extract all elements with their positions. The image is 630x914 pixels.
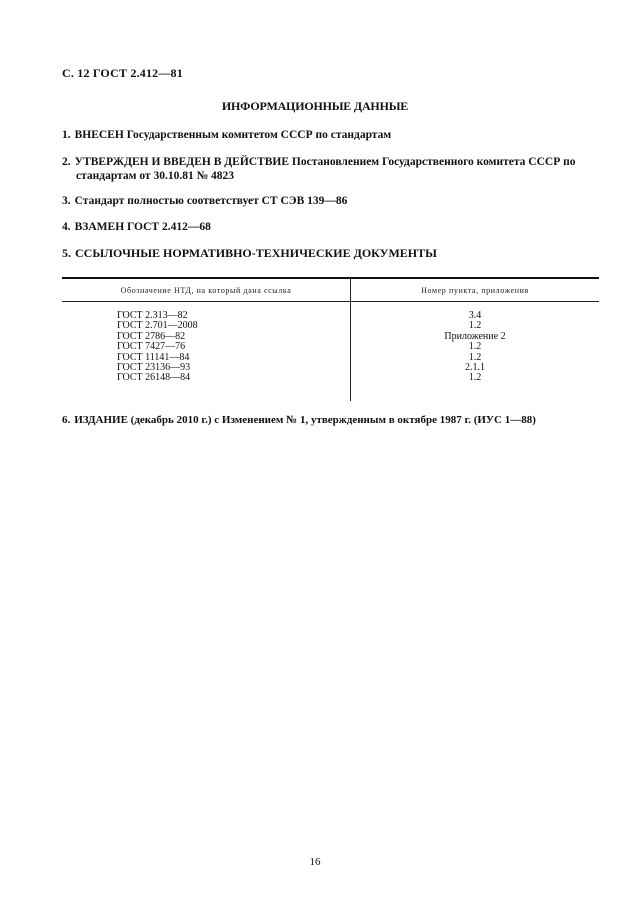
table-body bbox=[62, 311, 599, 384]
item-text-continuation: стандартам от 30.10.81 № 4823 bbox=[76, 170, 235, 182]
item-number: 4. bbox=[62, 221, 71, 233]
item-number: 2. bbox=[62, 156, 71, 168]
info-item-5 bbox=[62, 246, 582, 260]
item-text: ВЗАМЕН ГОСТ 2.412—68 bbox=[74, 221, 211, 233]
item-number: 5. bbox=[62, 246, 71, 260]
info-item-3 bbox=[62, 194, 582, 208]
item-text: ВНЕСЕН Государственным комитетом СССР по стандартам bbox=[74, 129, 392, 141]
table-header-document: Обозначение НТД, на который дана ссылка bbox=[120, 286, 292, 295]
item-number: 6. bbox=[62, 414, 71, 426]
item-text: ИЗДАНИЕ (декабрь 2010 г.) с Изменением № 1, утвержденным в октябре 1987 г. (ИУС 1—88) bbox=[74, 414, 536, 426]
item-number: 1. bbox=[62, 129, 71, 141]
cell-document: ГОСТ 23136—93 bbox=[117, 361, 191, 373]
table-row bbox=[62, 342, 599, 352]
table-top-rule bbox=[62, 277, 599, 279]
item-text: УТВЕРЖДЕН И ВВЕДЕН В ДЕЙСТВИЕ Постановлением Государственного комитета СССР по bbox=[74, 156, 576, 168]
item-text: ССЫЛОЧНЫЕ НОРМАТИВНО-ТЕХНИЧЕСКИЕ ДОКУМЕНТЫ bbox=[75, 246, 437, 260]
cell-document: ГОСТ 2.701—2008 bbox=[117, 320, 198, 332]
cell-document: ГОСТ 2786—82 bbox=[117, 330, 186, 342]
page-header: С. 12 ГОСТ 2.412—81 bbox=[62, 66, 183, 80]
info-item-4 bbox=[62, 220, 582, 234]
cell-clause: 1.2 bbox=[468, 320, 482, 332]
cell-document: ГОСТ 7427—76 bbox=[117, 341, 186, 353]
info-item-1 bbox=[62, 128, 582, 142]
cell-clause: 1.2 bbox=[468, 341, 482, 353]
cell-document: ГОСТ 11141—84 bbox=[117, 351, 190, 363]
info-item-2 bbox=[62, 155, 582, 183]
table-row bbox=[62, 373, 599, 383]
page-number: 16 bbox=[309, 856, 321, 868]
item-number: 3. bbox=[62, 195, 71, 207]
cell-clause: 1.2 bbox=[468, 351, 482, 363]
item-text: Стандарт полностью соответствует СТ СЭВ 139—86 bbox=[74, 195, 348, 207]
table-header-clause: Номер пункта, приложения bbox=[421, 286, 529, 295]
table-header-rule bbox=[62, 301, 599, 302]
info-item-6 bbox=[62, 413, 582, 427]
cell-clause: 1.2 bbox=[468, 372, 482, 384]
cell-document: ГОСТ 26148—84 bbox=[117, 372, 191, 384]
cell-clause: 3.4 bbox=[468, 310, 482, 321]
section-title: ИНФОРМАЦИОННЫЕ ДАННЫЕ bbox=[221, 99, 409, 113]
cell-clause: Приложение 2 bbox=[444, 330, 506, 342]
cell-document: ГОСТ 2.313—82 bbox=[117, 310, 188, 321]
references-table bbox=[62, 277, 599, 401]
cell-clause: 2.1.1 bbox=[465, 361, 485, 373]
